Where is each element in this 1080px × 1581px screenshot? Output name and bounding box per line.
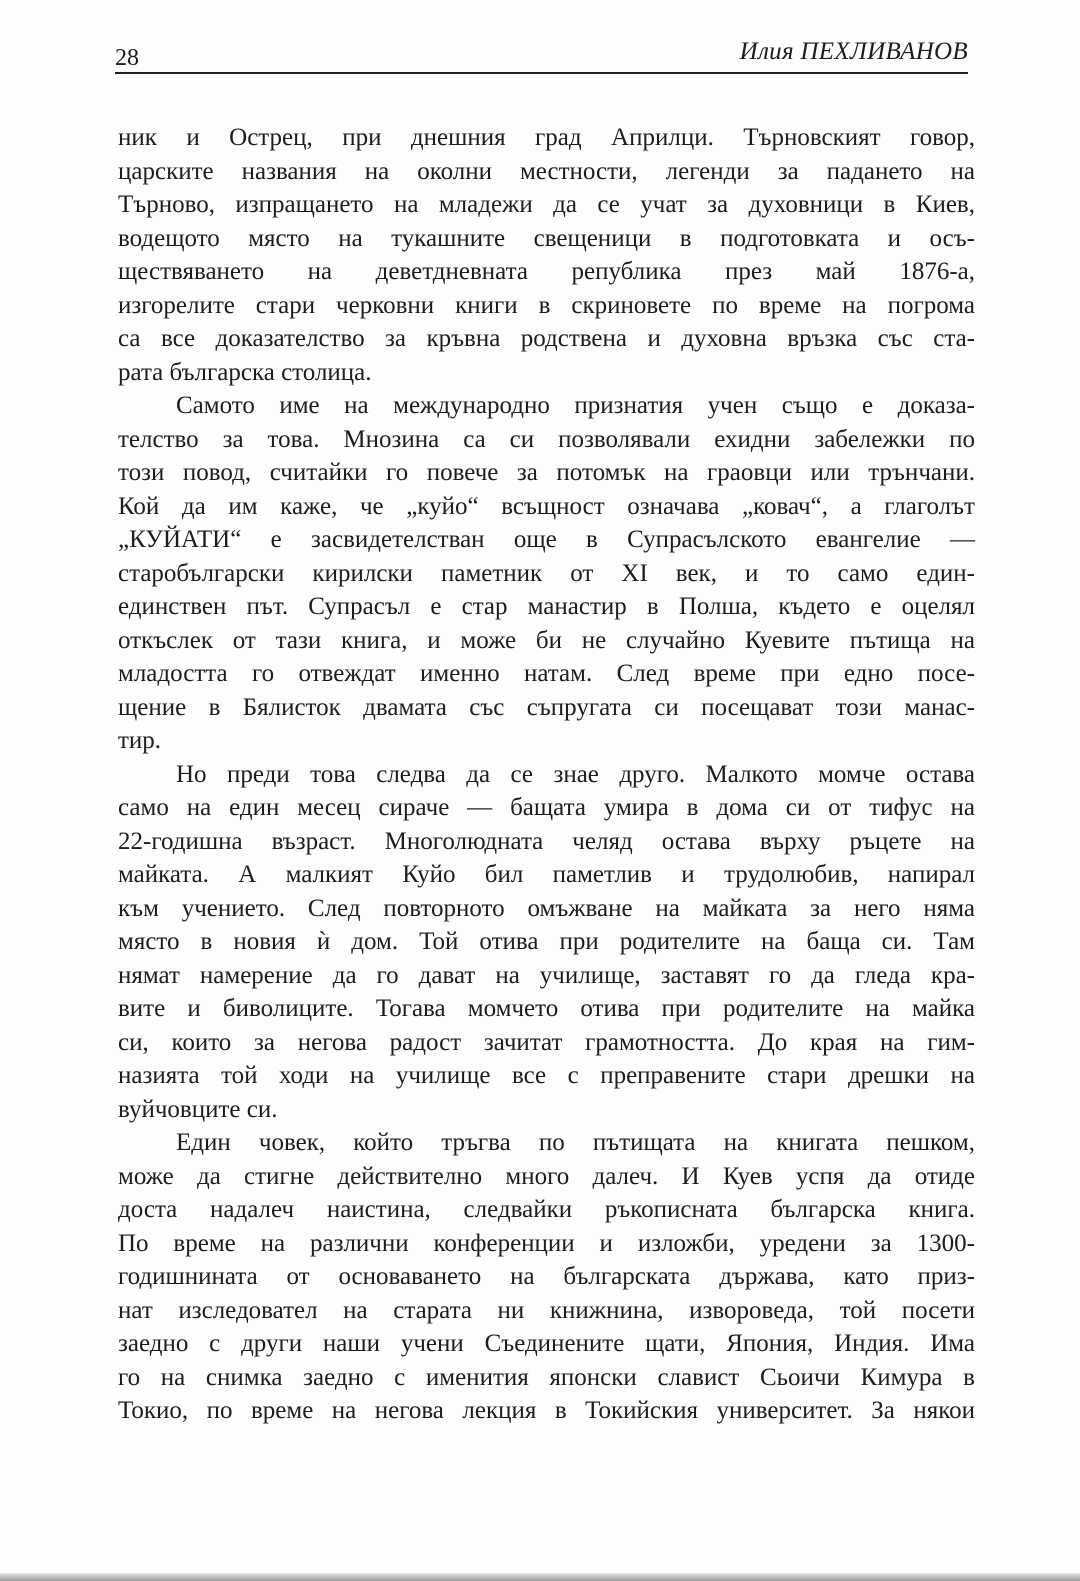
text-line: „КУЙАТИ“ е засвидетелстван още в Супрасълското евангелие — <box>118 526 975 553</box>
text-line: Търново, изпращането на младежи да се учат за духовници в Киев, <box>118 191 975 218</box>
text-line: телство за това. Мнозина са си позволявали ехидни забележки по <box>118 425 975 453</box>
text-line: откъслек от тази книга, и може би не случайно Куевите пътища на <box>118 626 975 654</box>
text-line: вите и биволиците. Тогава момчето отива при родителите на майка <box>118 995 975 1022</box>
text-line: единствен път. Супрасъл е стар манастир в Полша, където е оцелял <box>118 593 975 620</box>
page-number: 28 <box>115 45 139 71</box>
text-line: само на един месец сираче — бащата умира в дома си от тифус на <box>118 794 975 821</box>
text-line: водещото място на тукашните свещеници в подготовката и осъ- <box>118 224 975 252</box>
text-line: Токио, по време на негова лекция в Токийския университет. За някои <box>118 1397 975 1424</box>
paragraph <box>118 758 975 1127</box>
text-line: заедно с други наши учени Съединените щати, Япония, Индия. Има <box>118 1330 975 1357</box>
text-line: 22-годишна възраст. Многолюдната челяд остава върху ръцете на <box>118 827 975 855</box>
text-line: доста надалеч наистина, следвайки ръкописната българска книга. <box>118 1196 975 1223</box>
text-line: Самото име на международно признатия учен също е доказа- <box>176 392 975 419</box>
text-line: тир. <box>118 727 162 754</box>
body-text <box>118 121 975 1428</box>
text-line: си, които за негова радост зачитат грамотността. До края на гим- <box>118 1028 975 1056</box>
text-line: майката. А малкият Куйо бил паметлив и трудолюбив, напирал <box>118 861 975 888</box>
text-line: Кой да им каже, че „куйо“ всъщност означава „ковач“, а глаголът <box>118 492 975 520</box>
text-line: Но преди това следва да се знае друго. Малкото момче остава <box>176 760 975 788</box>
text-line: Един човек, който тръгва по пътищата на книгата пешком, <box>176 1129 975 1156</box>
paragraph <box>118 389 975 758</box>
paragraph <box>118 121 975 389</box>
text-line: старобългарски кирилски паметник от XI век, и то само един- <box>118 559 975 587</box>
text-line: рата българска столица. <box>118 358 372 386</box>
text-line: щение в Бялисток двамата със съпругата си посещават този манас- <box>118 693 975 721</box>
text-line: назията той ходи на училище все с преправените стари дрешки на <box>118 1062 975 1089</box>
text-line: нямат намерение да го дават на училище, заставят го да гледа кра- <box>118 961 975 989</box>
text-line: вуйчовците си. <box>118 1095 278 1123</box>
text-line: младостта го отвеждат именно натам. След време при едно посе- <box>118 660 975 687</box>
text-line: към учението. След повторното омъжване на майката за него няма <box>118 894 975 922</box>
text-line: може да стигне действително много далеч. И Куев успя да отиде <box>118 1162 975 1190</box>
text-line: царските названия на околни местности, легенди за падането на <box>118 157 975 185</box>
text-line: По време на различни конференции и изложби, уредени за 1300- <box>118 1229 975 1257</box>
running-header <box>115 38 968 74</box>
text-line: този повод, считайки го повече за потомък на граовци или трънчани. <box>118 459 975 486</box>
text-line: ществяването на деветдневната република през май 1876-а, <box>118 258 975 285</box>
text-line: го на снимка заедно с именития японски славист Сьоичи Кимура в <box>118 1363 975 1391</box>
text-line: ник и Острец, при днешния град Априлци. Търновският говор, <box>118 124 975 151</box>
text-line: нат изследовател на старата ни книжнина, извороведа, той посети <box>118 1296 975 1324</box>
running-head-author: Илия ПЕХЛИВАНОВ <box>739 38 968 65</box>
scan-edge-shadow <box>0 1573 1080 1581</box>
text-line: изгорелите стари черковни книги в скриновете по време на погрома <box>118 291 975 319</box>
paragraph <box>118 1126 975 1428</box>
text-line: място в новия ѝ дом. Той отива при родителите на баща си. Там <box>118 928 975 955</box>
text-line: годишнината от основаването на българската държава, като приз- <box>118 1263 975 1290</box>
text-line: са все доказателство за кръвна родствена и духовна връзка със ста- <box>118 325 975 352</box>
